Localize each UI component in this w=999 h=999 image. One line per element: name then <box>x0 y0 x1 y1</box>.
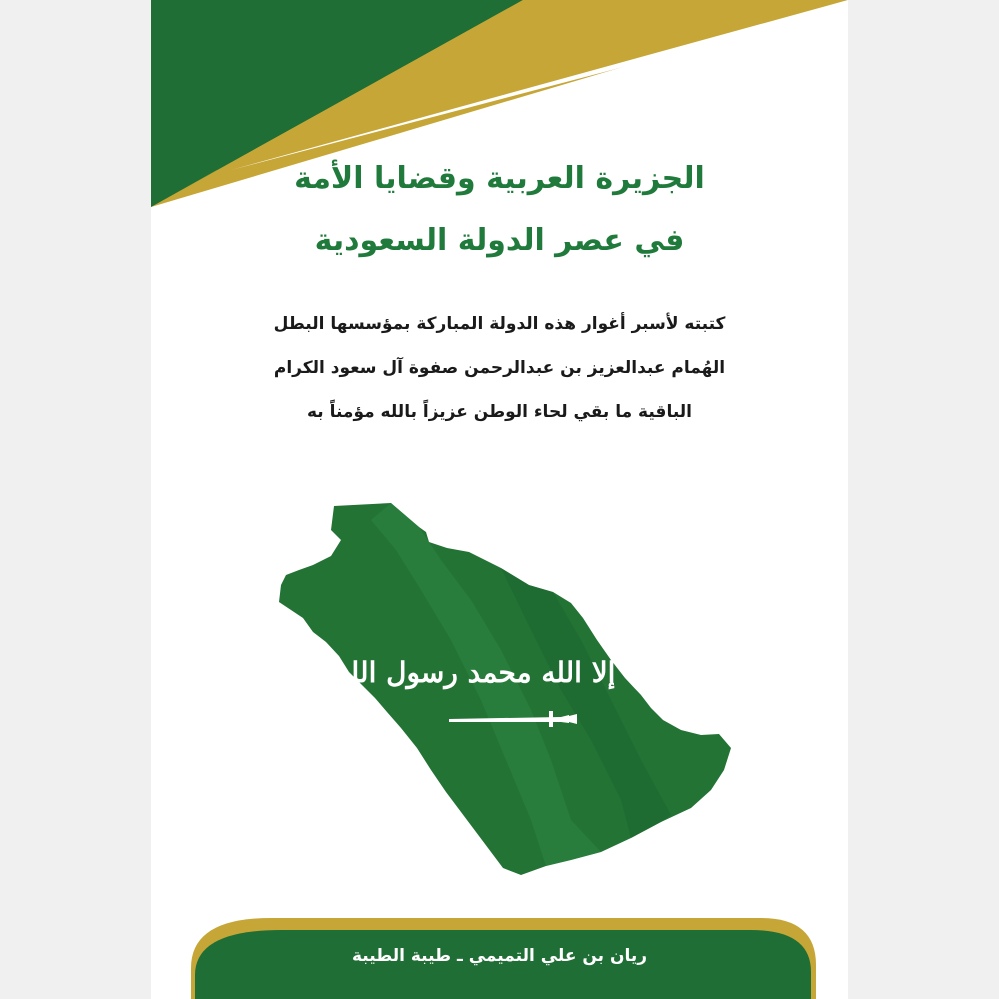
dedication-text <box>151 302 848 434</box>
shahada-emblem: لا إله إلا الله محمد رسول الله <box>335 656 683 689</box>
dedication-line-3: الباقية ما بقي لحاء الوطن عزيزاً بالله مؤمناً به <box>307 402 692 422</box>
dedication-line-2: الهُمام عبدالعزيز بن عبدالرحمن صفوة آل سعود الكرام <box>273 358 726 378</box>
book-title <box>151 148 848 272</box>
title-line-1: الجزيرة العربية وقضايا الأمة <box>294 161 705 196</box>
saudi-arabia-map-icon <box>279 503 731 875</box>
author-name: ريان بن علي التميمي ـ طيبة الطيبة <box>351 946 648 966</box>
title-line-2: في عصر الدولة السعودية <box>314 223 685 258</box>
book-cover <box>151 0 848 999</box>
dedication-line-1: كتبته لأسبر أغوار هذه الدولة المباركة بمؤسسها البطل <box>273 314 726 334</box>
